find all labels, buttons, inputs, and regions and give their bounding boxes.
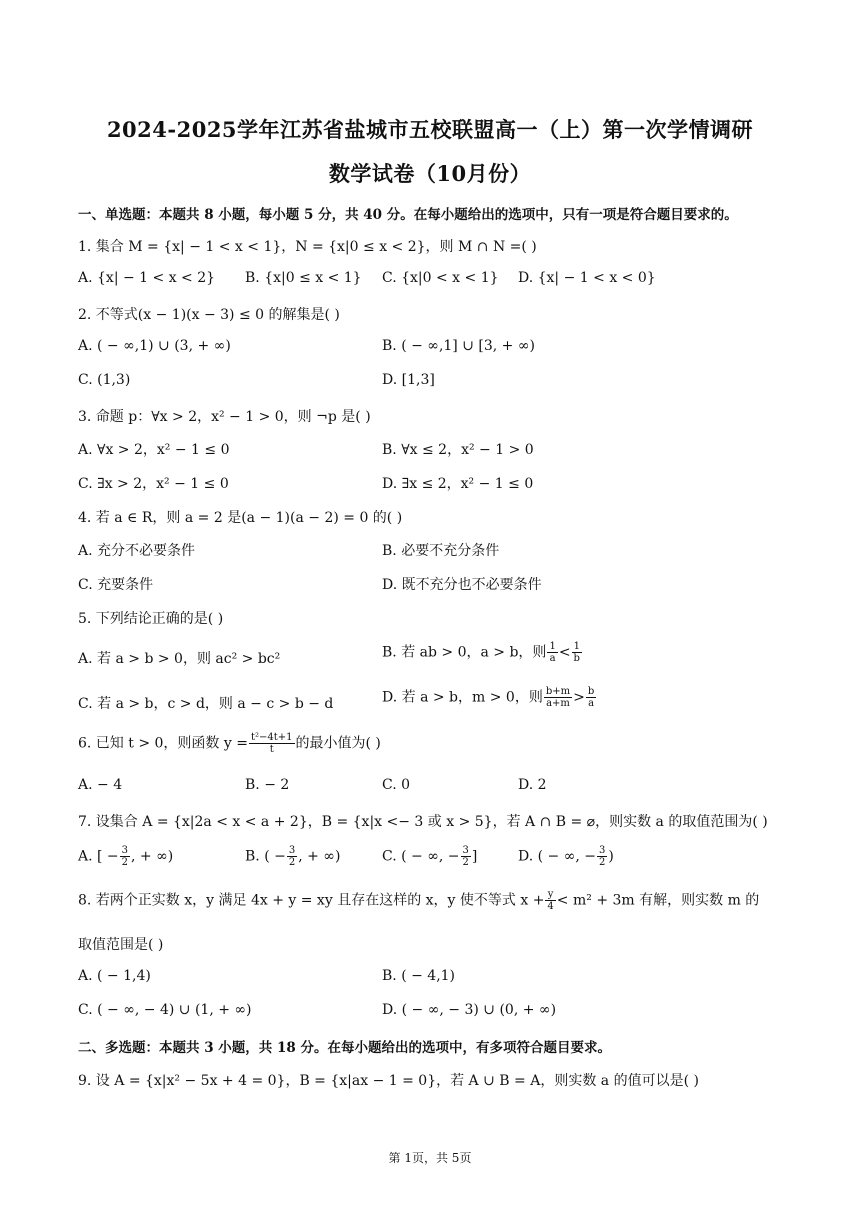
question-4-option-d: D. 既不充分也不必要条件 <box>382 577 542 593</box>
option-text: ) <box>608 848 614 865</box>
option-text: , + ∞) <box>131 848 174 865</box>
question-7-option-c <box>382 845 477 868</box>
relation-symbol: > <box>573 689 585 706</box>
question-1-option-c: C. {x|0 < x < 1} <box>382 270 499 286</box>
numerator: 3 <box>121 845 129 856</box>
option-text: C. ( − ∞, − <box>382 848 460 865</box>
question-2-option-c: C. (1,3) <box>78 372 131 388</box>
denominator: b <box>573 653 580 664</box>
question-3-option-c: C. ∃x > 2，x² − 1 ≤ 0 <box>78 476 229 492</box>
question-6-stem-tail: 的最小值为( ) <box>295 735 381 752</box>
question-4-option-a: A. 充分不必要条件 <box>78 543 196 559</box>
question-1-stem: 1. 集合 M = {x| − 1 < x < 1}，N = {x|0 ≤ x < 2}，则 M ∩ N =( ) <box>78 239 537 255</box>
page-footer: 第 1页，共 5页 <box>388 1151 472 1165</box>
question-6-option-b: B. − 2 <box>245 777 290 793</box>
question-7-option-a <box>78 845 173 868</box>
section-single-choice: 一、单选题：本题共 8 小题，每小题 5 分，共 40 分。在每小题给出的选项中，只有一项是符合题目要求的。 <box>78 207 738 223</box>
question-4-stem: 4. 若 a ∈ R，则 a = 2 是(a − 1)(a − 2) = 0 的( ) <box>78 510 403 526</box>
question-2-option-d: D. [1,3] <box>382 372 435 388</box>
numerator: 1 <box>572 641 582 653</box>
question-6-stem <box>78 732 381 755</box>
option-text: , + ∞) <box>298 848 341 865</box>
denominator: 2 <box>462 857 469 868</box>
question-5-option-d <box>382 686 597 709</box>
question-5-option-c: C. 若 a > b，c > d，则 a − c > b − d <box>78 696 334 712</box>
question-7-option-d <box>518 845 614 868</box>
denominator: 4 <box>547 901 554 912</box>
option-text: A. [ − <box>78 848 119 865</box>
numerator: 1 <box>549 641 556 652</box>
numerator: 3 <box>599 845 606 856</box>
question-6-option-a: A. − 4 <box>78 777 123 793</box>
question-5-option-b <box>382 641 583 664</box>
option-text: ] <box>471 848 478 865</box>
question-1-option-b: B. {x|0 ≤ x < 1} <box>245 270 362 286</box>
numerator: 3 <box>288 845 296 856</box>
question-8-option-c: C. ( − ∞, − 4) ∪ (1, + ∞) <box>78 1002 252 1018</box>
numerator: y <box>545 889 555 901</box>
question-5-option-b-text: B. 若 ab > 0，a > b，则 <box>382 644 547 661</box>
question-5-option-a: A. 若 a > b > 0，则 ac² > bc² <box>78 651 281 667</box>
denominator: 2 <box>599 857 606 868</box>
question-3-option-b: B. ∀x ≤ 2，x² − 1 > 0 <box>382 442 534 458</box>
question-3-option-a: A. ∀x > 2，x² − 1 ≤ 0 <box>78 442 230 458</box>
fraction <box>545 889 555 912</box>
question-7-option-b <box>245 845 340 868</box>
option-text: D. ( − ∞, − <box>518 848 597 865</box>
question-9-stem: 9. 设 A = {x|x² − 5x + 4 = 0}，B = {x|ax − 1 = 0}，若 A ∪ B = A，则实数 a 的值可以是( ) <box>78 1073 699 1089</box>
question-3-stem: 3. 命题 p：∀x > 2，x² − 1 > 0，则 ¬p 是( ) <box>78 409 371 425</box>
fraction <box>544 686 572 709</box>
option-text: B. ( − <box>245 848 286 865</box>
fraction <box>249 732 295 755</box>
numerator: t²−4t+1 <box>250 732 293 743</box>
fraction <box>461 845 471 868</box>
question-5-option-d-text: D. 若 a > b，m > 0，则 <box>382 689 543 706</box>
denominator: t <box>269 744 274 755</box>
denominator: a+m <box>546 698 570 709</box>
question-7-stem: 7. 设集合 A = {x|2a < x < a + 2}，B = {x|x <− 3 或 x > 5}，若 A ∩ B = ⌀，则实数 a 的取值范围为( ) <box>78 814 768 830</box>
denominator: 2 <box>121 857 129 868</box>
question-8-option-b: B. ( − 4,1) <box>382 968 456 984</box>
question-8-option-a: A. ( − 1,4) <box>78 968 151 984</box>
fraction <box>287 845 297 868</box>
fraction <box>586 686 596 709</box>
fraction <box>572 641 582 664</box>
question-2-stem: 2. 不等式(x − 1)(x − 3) ≤ 0 的解集是( ) <box>78 307 340 323</box>
question-8-stem <box>78 889 759 912</box>
fraction <box>120 845 130 868</box>
relation-symbol: < <box>558 644 571 661</box>
denominator: 2 <box>288 857 296 868</box>
question-8-stem-text: 8. 若两个正实数 x，y 满足 4x + y = xy 且存在这样的 x，y 使不等式 x + <box>78 892 545 909</box>
question-6-option-d: D. 2 <box>518 777 547 793</box>
question-8-stem-line2: 取值范围是( ) <box>78 937 164 953</box>
numerator: 3 <box>462 845 469 856</box>
question-8-option-d: D. ( − ∞, − 3) ∪ (0, + ∞) <box>382 1002 557 1018</box>
fraction <box>597 845 607 868</box>
fraction <box>547 641 557 664</box>
question-2-option-a: A. ( − ∞,1) ∪ (3, + ∞) <box>78 338 231 354</box>
exam-title-line2: 数学试卷（10月份） <box>328 161 532 186</box>
denominator: a <box>549 653 556 664</box>
question-5-stem: 5. 下列结论正确的是( ) <box>78 611 224 627</box>
question-6-option-c: C. 0 <box>382 777 411 793</box>
question-4-option-c: C. 充要条件 <box>78 577 154 593</box>
numerator: b+m <box>545 686 571 697</box>
section-multiple-choice: 二、多选题：本题共 3 小题，共 18 分。在每小题给出的选项中，有多项符合题目要求。 <box>78 1040 611 1056</box>
numerator: b <box>587 686 595 697</box>
denominator: a <box>588 698 595 709</box>
question-2-option-b: B. ( − ∞,1] ∪ [3, + ∞) <box>382 338 535 354</box>
question-4-option-b: B. 必要不充分条件 <box>382 543 500 559</box>
question-1-option-d: D. {x| − 1 < x < 0} <box>518 270 656 286</box>
question-3-option-d: D. ∃x ≤ 2，x² − 1 ≤ 0 <box>382 476 534 492</box>
exam-title-line1: 2024-2025学年江苏省盐城市五校联盟高一（上）第一次学情调研 <box>106 117 754 142</box>
question-8-stem-tail: < m² + 3m 有解，则实数 m 的 <box>556 892 760 909</box>
question-1-option-a: A. {x| − 1 < x < 2} <box>78 270 216 286</box>
question-6-stem-text: 6. 已知 t > 0，则函数 y = <box>78 735 248 752</box>
